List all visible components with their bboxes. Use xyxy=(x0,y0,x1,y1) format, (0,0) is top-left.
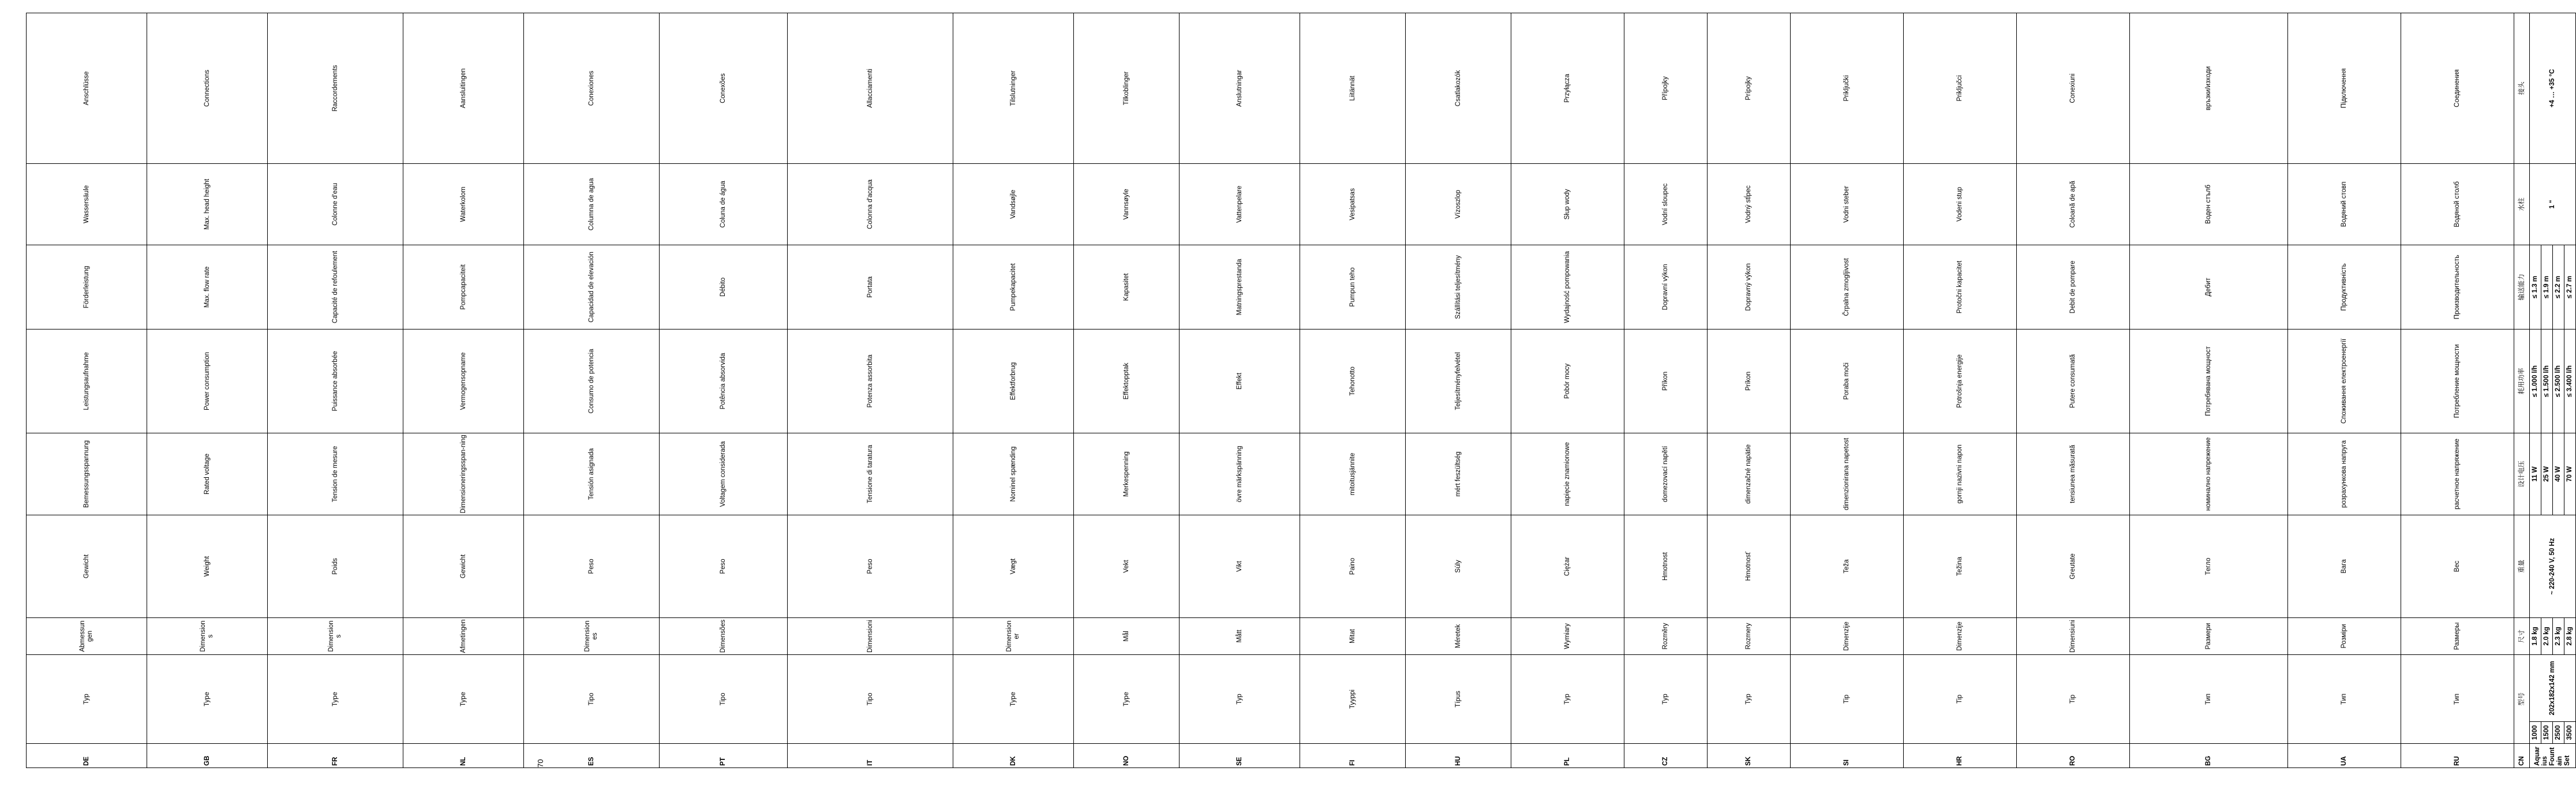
header-cell: dimenzionirana napetost xyxy=(1791,433,1904,515)
header-cell: Tilslutninger xyxy=(953,13,1074,163)
header-cell: Weight xyxy=(147,515,268,617)
language-code: SK xyxy=(1708,744,1791,768)
header-cell: Тегло xyxy=(2130,515,2288,617)
header-cell: Conexões xyxy=(660,13,788,163)
header-cell: mitoitusjännite xyxy=(1300,433,1406,515)
header-cell: Rozměry xyxy=(1624,617,1708,654)
page-number: 70 xyxy=(536,759,545,767)
header-cell: Príkon xyxy=(1708,329,1791,433)
header-cell: Merkespenning xyxy=(1074,433,1180,515)
temperature-value: +4 … +35 °C xyxy=(2530,13,2576,163)
header-cell: Dimenzije xyxy=(1904,617,2017,654)
header-cell: Ciężar xyxy=(1511,515,1624,617)
power-value: 25 W xyxy=(2541,433,2553,515)
header-cell: Nominel spænding xyxy=(953,433,1074,515)
header-cell: Effekt xyxy=(1180,329,1300,433)
header-cell: Дебит xyxy=(2130,245,2288,329)
header-cell: Водяний стовп xyxy=(2288,163,2401,245)
header-cell: 输送能力 xyxy=(2514,245,2530,329)
header-cell: dimenzačné napätie xyxy=(1708,433,1791,515)
header-cell: Przyłącza xyxy=(1511,13,1624,163)
language-code: HR xyxy=(1904,744,2017,768)
header-cell: расчетное напряжение xyxy=(2401,433,2514,515)
language-code: SI xyxy=(1791,744,1904,768)
language-row xyxy=(2288,13,2401,767)
header-cell: Potrošnja energije xyxy=(1904,329,2017,433)
header-cell: Hmotnosť xyxy=(1708,515,1791,617)
header-cell: Вес xyxy=(2401,515,2514,617)
header-cell: Conexiones xyxy=(524,13,660,163)
header-cell: Potência absorvida xyxy=(660,329,788,433)
header-cell: Teža xyxy=(1791,515,1904,617)
language-row xyxy=(524,13,660,767)
header-cell: napięcie znamionowe xyxy=(1511,433,1624,515)
header-cell: Effektforbrug xyxy=(953,329,1074,433)
header-cell: Allacciamenti xyxy=(788,13,953,163)
header-cell: Protočni kapacitet xyxy=(1904,245,2017,329)
header-cell: Type xyxy=(1074,654,1180,743)
header-cell: Потребявана мощност xyxy=(2130,329,2288,433)
header-cell: Potenza assorbita xyxy=(788,329,953,433)
header-cell: Vodni steber xyxy=(1791,163,1904,245)
header-cell: Vodný stĺpec xyxy=(1708,163,1791,245)
header-cell: Wassersäule xyxy=(27,163,147,245)
header-cell: Přípojky xyxy=(1624,13,1708,163)
header-cell: Abmessungen xyxy=(27,617,147,654)
language-code: BG xyxy=(2130,744,2288,768)
flow-value: ≤ 1.000 l/h xyxy=(2530,329,2541,433)
header-cell: Capacité de refoulement xyxy=(268,245,403,329)
header-cell: Putere consumată xyxy=(2017,329,2130,433)
header-cell: номинално напрежение xyxy=(2130,433,2288,515)
model-type: 1000 xyxy=(2530,722,2541,744)
header-cell: Tip xyxy=(1904,654,2017,743)
header-cell: Воден стълб xyxy=(2130,163,2288,245)
header-cell: Dimensioni xyxy=(788,617,953,654)
header-cell: 重量 xyxy=(2514,515,2530,617)
header-cell: 水柱 xyxy=(2514,163,2530,245)
language-row xyxy=(2514,13,2530,767)
header-cell: Розміри xyxy=(2288,617,2401,654)
header-cell: Columna de agua xyxy=(524,163,660,245)
header-cell: Размеры xyxy=(2401,617,2514,654)
header-cell: Vannsøyle xyxy=(1074,163,1180,245)
language-code: FR xyxy=(268,744,403,768)
header-cell: Poids xyxy=(268,515,403,617)
language-row xyxy=(2130,13,2288,767)
language-row xyxy=(2401,13,2514,767)
header-cell: Gewicht xyxy=(27,515,147,617)
header-cell: 设计电压 xyxy=(2514,433,2530,515)
header-cell: Dimenzije xyxy=(1791,617,1904,654)
header-cell: Coloană de apă xyxy=(2017,163,2130,245)
header-cell: Aansluitingen xyxy=(403,13,524,163)
language-code: IT xyxy=(788,744,953,768)
header-cell: Dimensiuni xyxy=(2017,617,2130,654)
header-cell: Szállítási teljesítmény xyxy=(1406,245,1511,329)
language-code: RU xyxy=(2401,744,2514,768)
header-cell: Dimensions xyxy=(147,617,268,654)
header-cell: Vesipatsas xyxy=(1300,163,1406,245)
header-cell: Підключення xyxy=(2288,13,2401,163)
spec-table-rotated xyxy=(26,13,2573,768)
flow-value: ≤ 1.500 l/h xyxy=(2541,329,2553,433)
header-cell: Gewicht xyxy=(403,515,524,617)
header-cell: Соединения xyxy=(2401,13,2514,163)
language-row xyxy=(1300,13,1406,767)
weight-value: 1.8 kg xyxy=(2530,617,2541,654)
head-value: ≤ 1.3 m xyxy=(2530,245,2541,329)
header-cell: Vikt xyxy=(1180,515,1300,617)
language-row xyxy=(268,13,403,767)
header-cell: Tip xyxy=(2017,654,2130,743)
power-value: 11 W xyxy=(2530,433,2541,515)
header-cell: Typ xyxy=(1708,654,1791,743)
header-cell: gornji nazivni napon xyxy=(1904,433,2017,515)
language-code: DK xyxy=(953,744,1074,768)
header-cell: Greutate xyxy=(2017,515,2130,617)
header-cell: Вага xyxy=(2288,515,2401,617)
language-row xyxy=(953,13,1074,767)
header-cell: Voltagem considerada xyxy=(660,433,788,515)
language-row xyxy=(403,13,524,767)
header-cell: Méretek xyxy=(1406,617,1511,654)
header-cell: Raccordements xyxy=(268,13,403,163)
header-cell: Tilkoblinger xyxy=(1074,13,1180,163)
header-cell: Liitännät xyxy=(1300,13,1406,163)
language-row xyxy=(27,13,147,767)
header-cell: Водяной столб xyxy=(2401,163,2514,245)
language-row xyxy=(1904,13,2017,767)
header-cell: връзки/изходи xyxy=(2130,13,2288,163)
header-cell: domezovací napětí xyxy=(1624,433,1708,515)
header-cell: Тип xyxy=(2401,654,2514,743)
model-type: 1500 xyxy=(2541,722,2553,744)
header-cell: Type xyxy=(268,654,403,743)
language-code: CZ xyxy=(1624,744,1708,768)
header-cell: Příkon xyxy=(1624,329,1708,433)
language-row xyxy=(788,13,953,767)
header-cell: Bemessungsspannung xyxy=(27,433,147,515)
header-cell: Typ xyxy=(27,654,147,743)
header-cell: Capacidad de elevación xyxy=(524,245,660,329)
header-cell: Afmetingen xyxy=(403,617,524,654)
header-cell: Pumpun teho xyxy=(1300,245,1406,329)
weight-value: 2.8 kg xyxy=(2564,617,2576,654)
header-cell: Dimensions xyxy=(268,617,403,654)
language-code: GB xyxy=(147,744,268,768)
header-cell: Тип xyxy=(2130,654,2288,743)
header-cell: розрахункова напруга xyxy=(2288,433,2401,515)
header-cell: Coluna de água xyxy=(660,163,788,245)
header-cell: Type xyxy=(147,654,268,743)
language-row xyxy=(1180,13,1300,767)
header-cell: Leistungsaufnahme xyxy=(27,329,147,433)
header-cell: Típus xyxy=(1406,654,1511,743)
power-value: 40 W xyxy=(2553,433,2564,515)
language-code: NL xyxy=(403,744,524,768)
header-cell: Vodeni stup xyxy=(1904,163,2017,245)
model-type: 2500 xyxy=(2553,722,2564,744)
header-cell: 尺寸 xyxy=(2514,617,2530,654)
header-cell: Tensión asignada xyxy=(524,433,660,515)
language-row xyxy=(1708,13,1791,767)
language-code: ES xyxy=(524,744,660,768)
model-type: 3500 xyxy=(2564,722,2576,744)
header-cell: Priključki xyxy=(1791,13,1904,163)
header-cell: Max. head height xyxy=(147,163,268,245)
head-value: ≤ 2.2 m xyxy=(2553,245,2564,329)
language-code: PT xyxy=(660,744,788,768)
header-cell: Consumo de potencia xyxy=(524,329,660,433)
header-cell: Потребление мощности xyxy=(2401,329,2514,433)
header-cell: Peso xyxy=(524,515,660,617)
language-row xyxy=(1406,13,1511,767)
model-row xyxy=(2530,13,2541,767)
header-cell: Tension de mesure xyxy=(268,433,403,515)
header-cell: Súly xyxy=(1406,515,1511,617)
header-cell: Type xyxy=(403,654,524,743)
header-cell: Słup wody xyxy=(1511,163,1624,245)
header-cell: Tipo xyxy=(524,654,660,743)
header-cell: Pumpekapacitet xyxy=(953,245,1074,329)
header-cell: Mitat xyxy=(1300,617,1406,654)
technical-data-table xyxy=(26,13,2576,768)
language-row xyxy=(660,13,788,767)
header-cell: Kapasitet xyxy=(1074,245,1180,329)
product-name: Aquarius Fountain Set xyxy=(2530,744,2576,768)
header-cell: Vermogensopname xyxy=(403,329,524,433)
header-cell: Type xyxy=(953,654,1074,743)
header-cell: Vekt xyxy=(1074,515,1180,617)
language-row xyxy=(147,13,268,767)
header-cell: Pobór mocy xyxy=(1511,329,1624,433)
header-cell: Тип xyxy=(2288,654,2401,743)
flow-value: ≤ 2.500 l/h xyxy=(2553,329,2564,433)
header-cell: tensiunea măsurată xyxy=(2017,433,2130,515)
header-cell: Connections xyxy=(147,13,268,163)
header-cell: Puissance absorbée xyxy=(268,329,403,433)
header-cell: Производительность xyxy=(2401,245,2514,329)
connection-value: 1 “ xyxy=(2530,163,2576,245)
header-cell: Dopravní výkon xyxy=(1624,245,1708,329)
header-cell: Priključci xyxy=(1904,13,2017,163)
header-cell: Typ xyxy=(1624,654,1708,743)
header-cell: Conexiuni xyxy=(2017,13,2130,163)
header-cell: Anslutningar xyxy=(1180,13,1300,163)
dimensions-value: 202x182x142 mm xyxy=(2530,654,2576,721)
header-cell: Težina xyxy=(1904,515,2017,617)
header-cell: Dopravný výkon xyxy=(1708,245,1791,329)
header-cell: Tipo xyxy=(788,654,953,743)
header-cell: Dimensioner xyxy=(953,617,1074,654)
weight-value: 2.0 kg xyxy=(2541,617,2553,654)
language-code: UA xyxy=(2288,744,2401,768)
header-cell: Dimensões xyxy=(660,617,788,654)
header-cell: Wydajność pompowania xyxy=(1511,245,1624,329)
language-code: SE xyxy=(1180,744,1300,768)
header-cell: Črpalna zmogljivost xyxy=(1791,245,1904,329)
language-row xyxy=(1791,13,1904,767)
header-cell: Pompcapaciteit xyxy=(403,245,524,329)
header-cell: Typ xyxy=(1511,654,1624,743)
header-cell: Tehonotto xyxy=(1300,329,1406,433)
language-code: HU xyxy=(1406,744,1511,768)
header-cell: övre märkspänning xyxy=(1180,433,1300,515)
language-code: RO xyxy=(2017,744,2130,768)
header-cell: Vodní sloupec xyxy=(1624,163,1708,245)
language-code: DE xyxy=(27,744,147,768)
header-cell: Csatlakozók xyxy=(1406,13,1511,163)
header-cell: Peso xyxy=(660,515,788,617)
weight-value: 2.3 kg xyxy=(2553,617,2564,654)
header-cell: Tensione di taratura xyxy=(788,433,953,515)
head-value: ≤ 2.7 m xyxy=(2564,245,2576,329)
language-row xyxy=(1624,13,1708,767)
header-cell: 耗用功率 xyxy=(2514,329,2530,433)
header-cell: Matningsprestanda xyxy=(1180,245,1300,329)
header-cell: Tip xyxy=(1791,654,1904,743)
header-cell: Anschlüsse xyxy=(27,13,147,163)
header-cell: Max. flow rate xyxy=(147,245,268,329)
header-cell: Vattenpelare xyxy=(1180,163,1300,245)
header-cell: Dimensioneringsspan-ning xyxy=(403,433,524,515)
header-cell: mért feszültség xyxy=(1406,433,1511,515)
header-cell: Colonna d'acqua xyxy=(788,163,953,245)
header-cell: Förderleistung xyxy=(27,245,147,329)
header-cell: Portata xyxy=(788,245,953,329)
header-cell: Wymiary xyxy=(1511,617,1624,654)
header-cell: Mål xyxy=(1074,617,1180,654)
language-code: PL xyxy=(1511,744,1624,768)
header-cell: Effektopptak xyxy=(1074,329,1180,433)
header-cell: Vízoszlop xyxy=(1406,163,1511,245)
language-row xyxy=(1074,13,1180,767)
language-row xyxy=(2017,13,2130,767)
header-cell: Débito xyxy=(660,245,788,329)
header-cell: Споживання електроенергії xyxy=(2288,329,2401,433)
header-cell: Hmotnost xyxy=(1624,515,1708,617)
header-cell: Waterkolom xyxy=(403,163,524,245)
header-cell: Colonne d'eau xyxy=(268,163,403,245)
head-value: ≤ 1.9 m xyxy=(2541,245,2553,329)
language-code: CN xyxy=(2514,744,2530,768)
header-cell: Peso xyxy=(788,515,953,617)
header-cell: 型号 xyxy=(2514,654,2530,743)
header-cell: 接头 xyxy=(2514,13,2530,163)
header-cell: Tipo xyxy=(660,654,788,743)
power-value: 70 W xyxy=(2564,433,2576,515)
header-cell: Tyyppi xyxy=(1300,654,1406,743)
language-row xyxy=(1511,13,1624,767)
header-cell: Vandsøjle xyxy=(953,163,1074,245)
header-cell: Debit de pompare xyxy=(2017,245,2130,329)
voltage-value: ~ 220-240 V, 50 Hz xyxy=(2530,515,2576,617)
header-cell: Dimensiones xyxy=(524,617,660,654)
header-cell: Rated voltage xyxy=(147,433,268,515)
header-cell: Poraba moči xyxy=(1791,329,1904,433)
header-cell: Power consumption xyxy=(147,329,268,433)
header-cell: Paino xyxy=(1300,515,1406,617)
header-cell: Rozmery xyxy=(1708,617,1791,654)
header-cell: Typ xyxy=(1180,654,1300,743)
header-cell: Размери xyxy=(2130,617,2288,654)
header-cell: Teljesítményfelvétel xyxy=(1406,329,1511,433)
language-code: FI xyxy=(1300,744,1406,768)
flow-value: ≤ 3.400 l/h xyxy=(2564,329,2576,433)
table-body xyxy=(27,13,2576,767)
header-cell: Prípojky xyxy=(1708,13,1791,163)
header-cell: Vægt xyxy=(953,515,1074,617)
language-code: NO xyxy=(1074,744,1180,768)
header-cell: Продуктивність xyxy=(2288,245,2401,329)
header-cell: Mått xyxy=(1180,617,1300,654)
